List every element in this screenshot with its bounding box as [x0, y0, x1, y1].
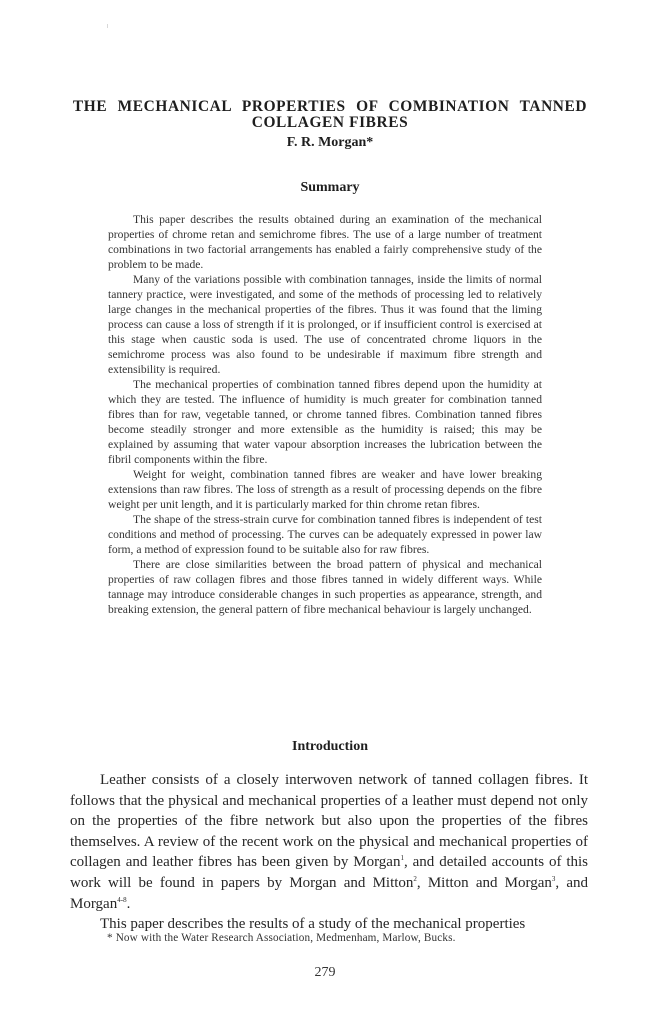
summary-heading: Summary [300, 180, 360, 195]
reference-marker: 2 [413, 874, 417, 883]
footnote: * Now with the Water Research Association, Medmenham, Marlow, Bucks. [107, 932, 456, 944]
introduction-heading: Introduction [292, 739, 368, 754]
reference-marker: 1 [400, 854, 404, 863]
title-line-1: THE MECHANICAL PROPERTIES OF COMBINATION TANNED [72, 98, 588, 115]
summary-paragraph: Many of the variations possible with combination tannages, inside the limits of normal tannery practice, were investigated, and some of the methods of processing led to relatively large changes in the mechanical properties of the fibres. Thus it was found that the liming process can cause a loss of strength if it is prolonged, or if insufficient control is exercised at this stage when caustic soda is used. The use of concentrated chrome liquors in the semichrome process was also found to be undesirable if maximum fibre strength and extensibility is required. [108, 273, 542, 376]
paper-title [60, 99, 600, 131]
author: F. R. Morgan* [286, 135, 374, 150]
reference-marker: 3 [551, 874, 556, 883]
summary-paragraph: The mechanical properties of combination tanned fibres depend upon the humidity at which they are tested. The influence of humidity is much greater for combination tanned fibres than for raw, vegetable tanned, or chrome tanned fibres. Combination tanned fibres become steadily stronger and more extensible as the humidity is raised; this may be explained by assuming that water vapour absorption increases the lubrication between the fibril components within the fibre. [108, 378, 542, 466]
summary-paragraph: There are close similarities between the broad pattern of physical and mechanical properties of raw collagen fibres and those fibres tanned in widely different ways. While tannage may introduce considerable changes in such properties as appearance, strength, and breaking extension, the general pattern of fibre mechanical behaviour is largely unchanged. [108, 558, 542, 616]
intro-text: , Mitton and Morgan [416, 874, 552, 891]
intro-text: . [126, 895, 131, 912]
summary-paragraph: This paper describes the results obtained during an examination of the mechanical properties of chrome retan and semichrome fibres. The use of a large number of treatment combinations in two factorial arrangements has enabled a fairly comprehensive study of the problem to be made. [108, 213, 542, 271]
summary-paragraph: The shape of the stress-strain curve for combination tanned fibres is independent of test conditions and method of processing. The curves can be adequately expressed in power law form, a method of expression found to be suitable also for raw fibres. [108, 513, 542, 556]
summary-paragraph: Weight for weight, combination tanned fibres are weaker and have lower breaking extensions than raw fibres. The loss of strength as a result of processing depends on the fibre weight per unit length, and it is particularly marked for thin chrome retan fibres. [108, 468, 542, 511]
intro-paragraph [70, 770, 588, 914]
title-line-2: COLLAGEN FIBRES [251, 114, 409, 131]
intro-text: Leather consists of a closely interwoven network of tanned collagen fibres. It follows that the physical and mechanical properties of a leather must depend not only on the properties of the fibre network but also upon the properties of the fibres themselves. A review of the recent work on the physical and mechanical properties of collagen and leather fibres has been given by Morgan [70, 772, 588, 871]
intro-paragraph: This paper describes the results of a study of the mechanical properties [100, 916, 526, 933]
introduction-section [70, 770, 588, 935]
summary-section [108, 212, 542, 617]
page-number: 279 [314, 965, 336, 980]
intro-text: , and Morgan [70, 874, 588, 912]
intro-text: , and detailed accounts of this work will be found in papers by Morgan and Mitton [70, 854, 589, 891]
reference-marker: 4-8 [117, 895, 127, 904]
scan-speck [107, 24, 108, 28]
